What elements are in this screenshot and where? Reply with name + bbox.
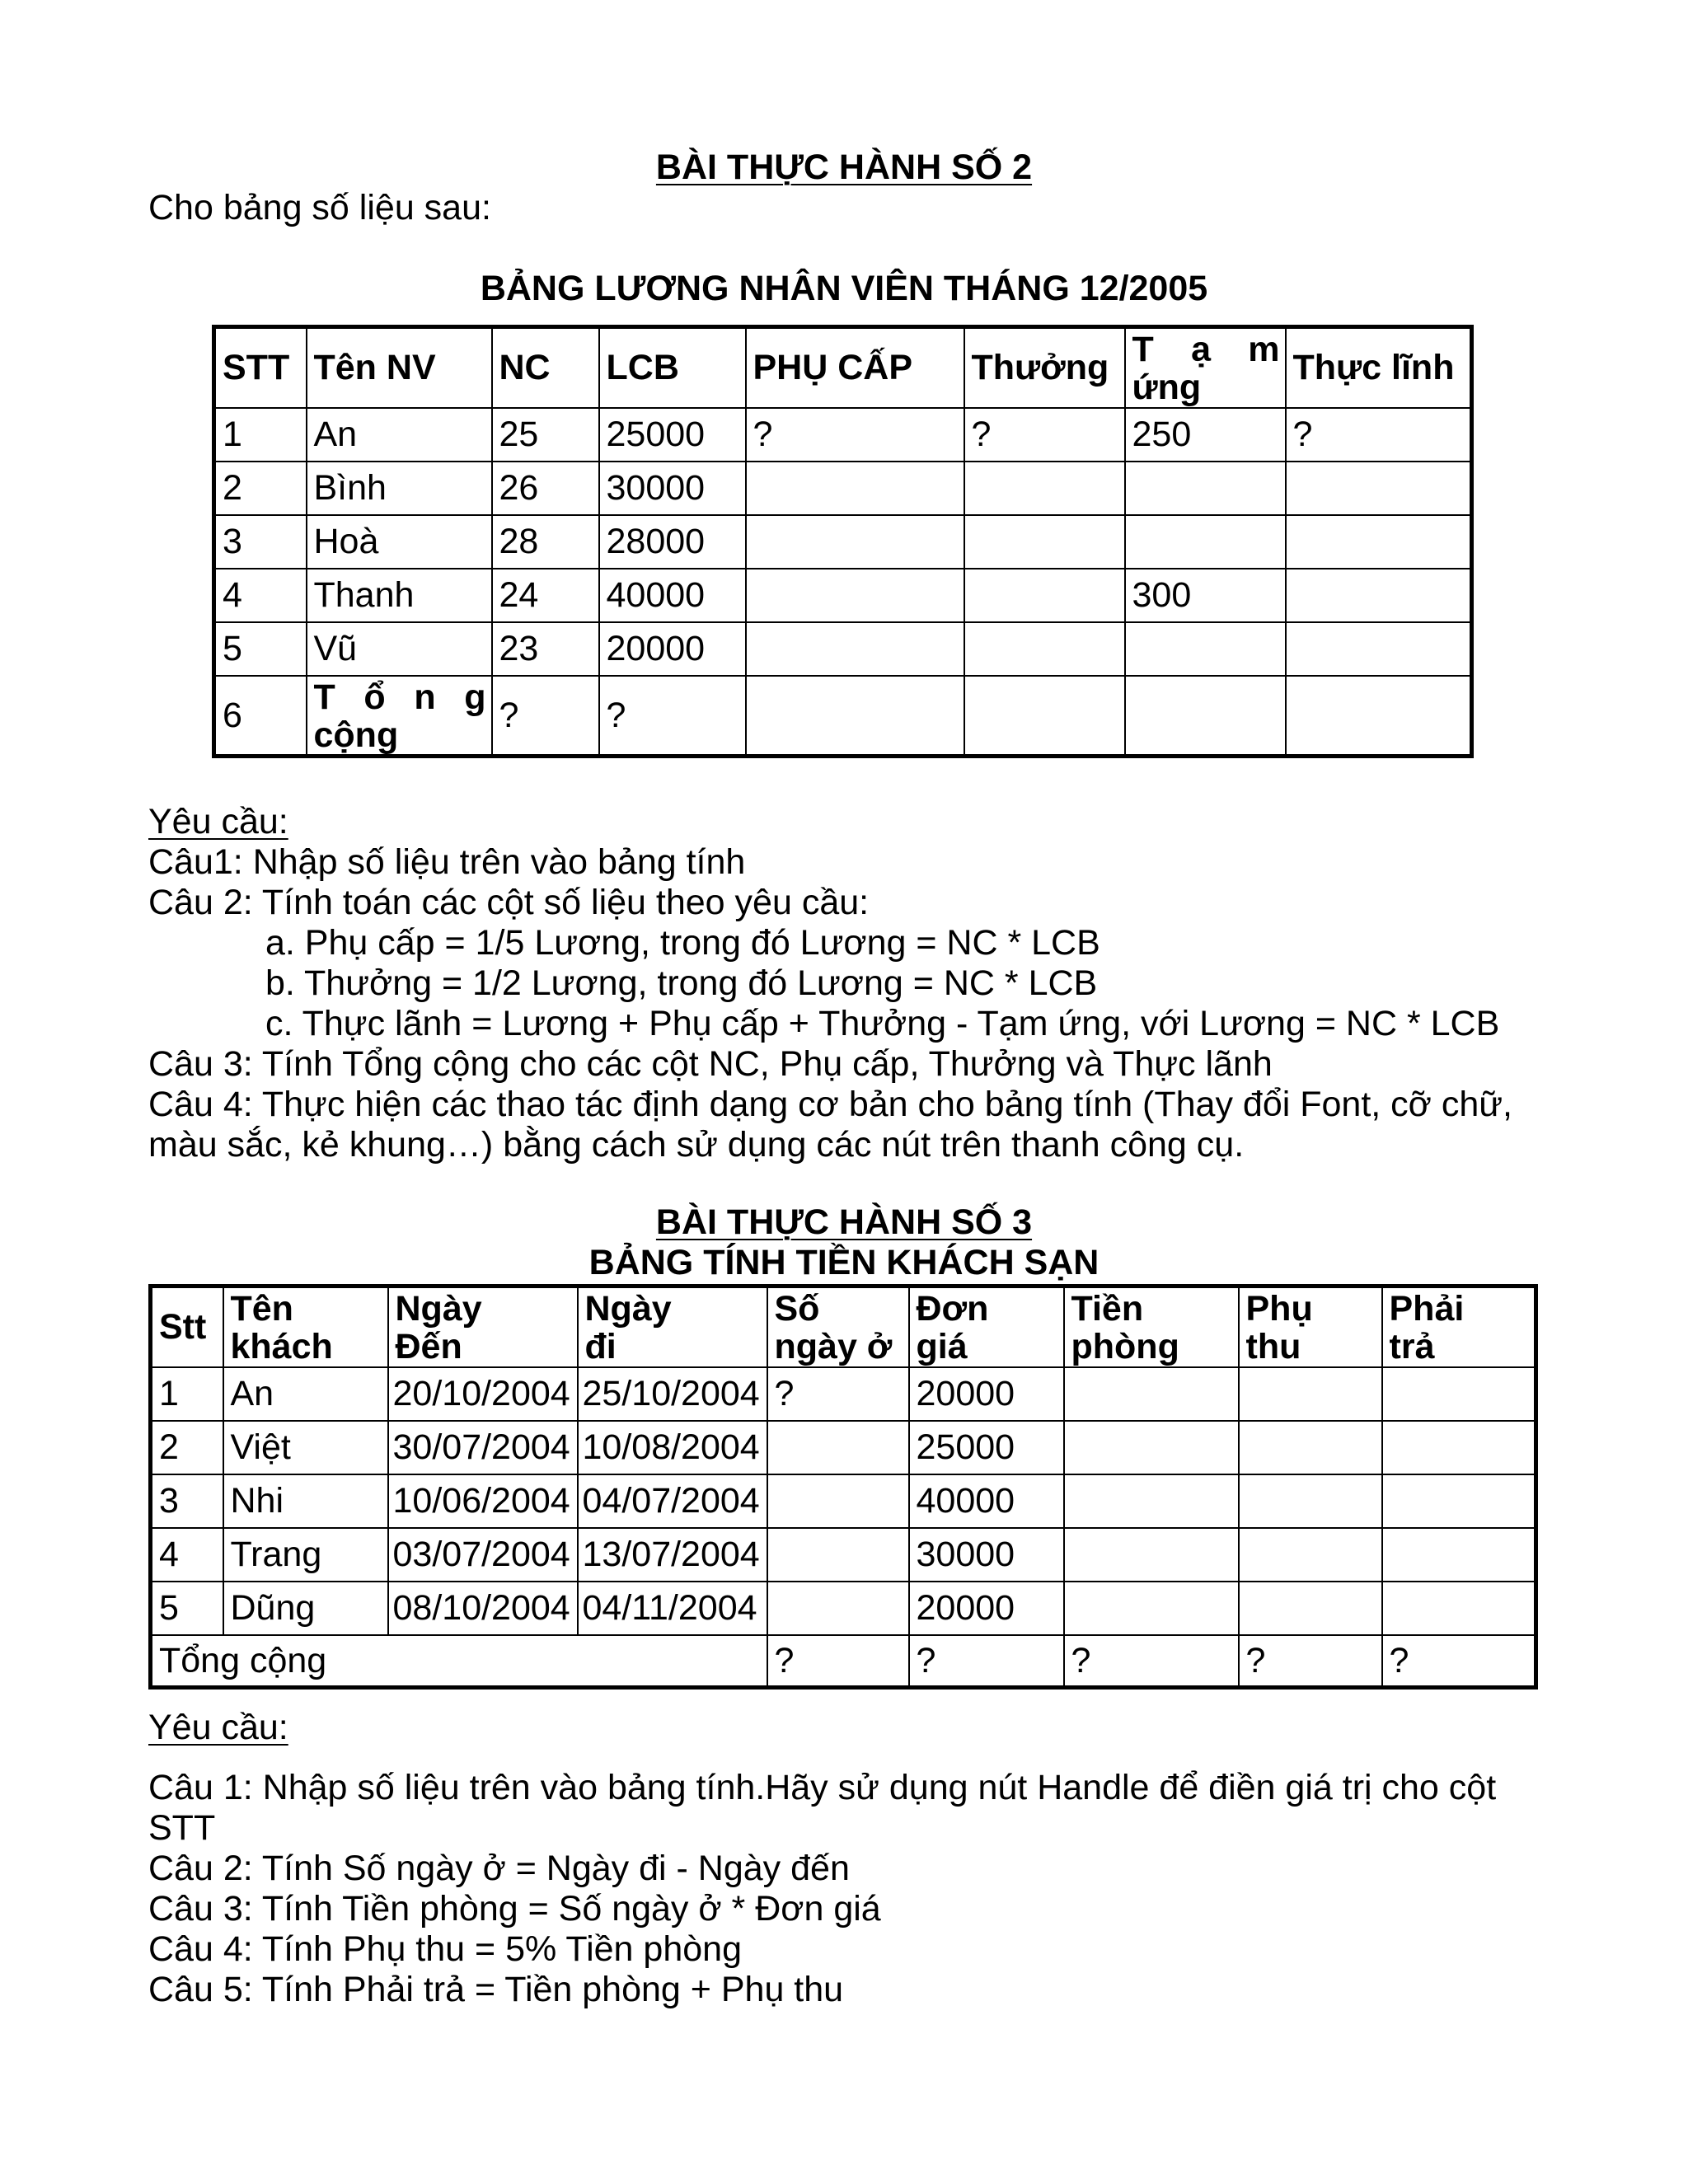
cell-empty bbox=[1064, 1474, 1239, 1528]
requirements-label: Yêu cầu: bbox=[148, 1708, 288, 1747]
cell-phu-cap bbox=[746, 515, 964, 569]
cell-don-gia: 20000 bbox=[909, 1367, 1064, 1421]
requirement-subitem: b. Thưởng = 1/2 Lương, trong đó Lương = NC * LCB bbox=[265, 963, 1098, 1003]
header-stt: STT bbox=[214, 327, 307, 408]
cell-ngay-den: 30/07/2004 bbox=[388, 1421, 578, 1474]
cell-don-gia-total: ? bbox=[909, 1635, 1064, 1688]
total-label: T ổ n g cộng bbox=[307, 676, 492, 757]
cell-empty bbox=[1382, 1421, 1536, 1474]
cell-so-ngay bbox=[767, 1528, 909, 1582]
salary-header-row bbox=[214, 327, 1472, 408]
cell-nc: 28 bbox=[492, 515, 599, 569]
cell-empty bbox=[1382, 1367, 1536, 1421]
cell-stt: 5 bbox=[151, 1582, 223, 1635]
header-phai-tra: Phải trả bbox=[1382, 1286, 1536, 1367]
cell-thuong bbox=[964, 622, 1125, 676]
requirement-item: STT bbox=[148, 1808, 216, 1848]
cell-empty bbox=[1239, 1582, 1382, 1635]
table-row bbox=[214, 569, 1472, 622]
cell-empty bbox=[1382, 1528, 1536, 1582]
cell-ten-khach: An bbox=[223, 1367, 388, 1421]
cell-empty bbox=[964, 676, 1125, 757]
table-row bbox=[151, 1528, 1536, 1582]
cell-empty bbox=[1239, 1474, 1382, 1528]
cell-stt: 2 bbox=[214, 462, 307, 515]
requirement-item: màu sắc, kẻ khung…) bằng cách sử dụng các nút trên thanh công cụ. bbox=[148, 1125, 1245, 1165]
cell-phu-cap bbox=[746, 462, 964, 515]
cell-lcb: 28000 bbox=[599, 515, 746, 569]
cell-stt: 3 bbox=[214, 515, 307, 569]
cell-tam-ung: 300 bbox=[1125, 569, 1286, 622]
cell-ten-khach: Nhi bbox=[223, 1474, 388, 1528]
cell-empty bbox=[1382, 1582, 1536, 1635]
cell-stt: 4 bbox=[151, 1528, 223, 1582]
table-row bbox=[214, 622, 1472, 676]
cell-thuc-linh bbox=[1286, 622, 1472, 676]
header-so-ngay: Số ngày ở bbox=[767, 1286, 909, 1367]
cell-ngay-den: 03/07/2004 bbox=[388, 1528, 578, 1582]
salary-total-row bbox=[214, 676, 1472, 757]
table-row bbox=[151, 1367, 1536, 1421]
requirement-item: Câu 4: Thực hiện các thao tác định dạng cơ bản cho bảng tính (Thay đổi Font, cỡ chữ, bbox=[148, 1085, 1512, 1124]
cell-ngay-di: 25/10/2004 bbox=[578, 1367, 767, 1421]
cell-thuc-linh bbox=[1286, 569, 1472, 622]
header-ten-khach: Tên khách bbox=[223, 1286, 388, 1367]
cell-empty bbox=[1125, 676, 1286, 757]
cell-ten-khach: Trang bbox=[223, 1528, 388, 1582]
cell-nc: 26 bbox=[492, 462, 599, 515]
cell-phu-cap bbox=[746, 622, 964, 676]
cell-tien-phong-total: ? bbox=[1064, 1635, 1239, 1688]
cell-so-ngay-total: ? bbox=[767, 1635, 909, 1688]
header-lcb: LCB bbox=[599, 327, 746, 408]
requirement-item: Câu 2: Tính toán các cột số liệu theo yêu cầu: bbox=[148, 883, 870, 922]
requirement-item: Câu1: Nhập số liệu trên vào bảng tính bbox=[148, 842, 746, 882]
cell-tam-ung bbox=[1125, 462, 1286, 515]
cell-ngay-di: 04/11/2004 bbox=[578, 1582, 767, 1635]
cell-lcb: 40000 bbox=[599, 569, 746, 622]
cell-nc: 24 bbox=[492, 569, 599, 622]
cell-so-ngay bbox=[767, 1421, 909, 1474]
intro-text: Cho bảng số liệu sau: bbox=[148, 188, 491, 227]
cell-nc-total: ? bbox=[492, 676, 599, 757]
cell-ngay-den: 10/06/2004 bbox=[388, 1474, 578, 1528]
salary-table-title: BẢNG LƯƠNG NHÂN VIÊN THÁNG 12/2005 bbox=[480, 269, 1208, 308]
cell-ten: Vũ bbox=[307, 622, 492, 676]
requirement-item: Câu 1: Nhập số liệu trên vào bảng tính.Hãy sử dụng nút Handle để điền giá trị cho cột bbox=[148, 1768, 1497, 1807]
header-ten-nv: Tên NV bbox=[307, 327, 492, 408]
cell-tam-ung bbox=[1125, 515, 1286, 569]
requirement-subitem: a. Phụ cấp = 1/5 Lương, trong đó Lương = NC * LCB bbox=[265, 923, 1100, 963]
cell-stt: 6 bbox=[214, 676, 307, 757]
cell-lcb: 30000 bbox=[599, 462, 746, 515]
cell-ngay-di: 04/07/2004 bbox=[578, 1474, 767, 1528]
cell-ngay-den: 08/10/2004 bbox=[388, 1582, 578, 1635]
table-row bbox=[151, 1582, 1536, 1635]
cell-don-gia: 30000 bbox=[909, 1528, 1064, 1582]
header-tien-phong: Tiền phòng bbox=[1064, 1286, 1239, 1367]
hotel-table bbox=[148, 1284, 1538, 1690]
cell-stt: 1 bbox=[151, 1367, 223, 1421]
requirement-item: Câu 4: Tính Phụ thu = 5% Tiền phòng bbox=[148, 1929, 742, 1969]
cell-empty bbox=[1064, 1421, 1239, 1474]
header-phu-cap: PHỤ CẤP bbox=[746, 327, 964, 408]
table-row bbox=[214, 462, 1472, 515]
cell-thuong: ? bbox=[964, 408, 1125, 462]
hotel-header-row bbox=[151, 1286, 1536, 1367]
cell-empty bbox=[1064, 1367, 1239, 1421]
cell-ten-khach: Dũng bbox=[223, 1582, 388, 1635]
cell-nc: 25 bbox=[492, 408, 599, 462]
cell-don-gia: 40000 bbox=[909, 1474, 1064, 1528]
cell-ten: An bbox=[307, 408, 492, 462]
table-row bbox=[214, 408, 1472, 462]
cell-thuong bbox=[964, 462, 1125, 515]
cell-thuc-linh: ? bbox=[1286, 408, 1472, 462]
header-don-gia: Đơn giá bbox=[909, 1286, 1064, 1367]
cell-empty bbox=[1239, 1421, 1382, 1474]
cell-empty bbox=[1286, 676, 1472, 757]
cell-stt: 2 bbox=[151, 1421, 223, 1474]
cell-empty bbox=[1064, 1528, 1239, 1582]
requirement-item: Câu 3: Tính Tổng cộng cho các cột NC, Phụ cấp, Thưởng và Thực lãnh bbox=[148, 1044, 1273, 1084]
cell-ngay-den: 20/10/2004 bbox=[388, 1367, 578, 1421]
requirement-item: Câu 5: Tính Phải trả = Tiền phòng + Phụ thu bbox=[148, 1970, 844, 2009]
cell-ngay-di: 13/07/2004 bbox=[578, 1528, 767, 1582]
total-label: Tổng cộng bbox=[151, 1635, 767, 1688]
cell-thuong bbox=[964, 569, 1125, 622]
header-phu-thu: Phụ thu bbox=[1239, 1286, 1382, 1367]
cell-nc: 23 bbox=[492, 622, 599, 676]
cell-ten: Thanh bbox=[307, 569, 492, 622]
cell-empty bbox=[1239, 1528, 1382, 1582]
cell-ten-khach: Việt bbox=[223, 1421, 388, 1474]
cell-don-gia: 20000 bbox=[909, 1582, 1064, 1635]
cell-stt: 4 bbox=[214, 569, 307, 622]
cell-so-ngay: ? bbox=[767, 1367, 909, 1421]
cell-empty bbox=[1239, 1367, 1382, 1421]
cell-ngay-di: 10/08/2004 bbox=[578, 1421, 767, 1474]
cell-don-gia: 25000 bbox=[909, 1421, 1064, 1474]
exercise-2-title: BÀI THỰC HÀNH SỐ 2 bbox=[655, 148, 1033, 187]
table-row bbox=[151, 1474, 1536, 1528]
cell-lcb-total: ? bbox=[599, 676, 746, 757]
cell-so-ngay bbox=[767, 1474, 909, 1528]
cell-stt: 3 bbox=[151, 1474, 223, 1528]
requirement-item: Câu 2: Tính Số ngày ở = Ngày đi - Ngày đến bbox=[148, 1849, 850, 1888]
cell-phai-tra-total: ? bbox=[1382, 1635, 1536, 1688]
table-row bbox=[151, 1421, 1536, 1474]
header-ngay-di: Ngày đi bbox=[578, 1286, 767, 1367]
requirements-label: Yêu cầu: bbox=[148, 802, 288, 841]
cell-empty bbox=[746, 676, 964, 757]
cell-stt: 5 bbox=[214, 622, 307, 676]
cell-thuong bbox=[964, 515, 1125, 569]
header-thuc-linh: Thực lĩnh bbox=[1286, 327, 1472, 408]
cell-ten: Bình bbox=[307, 462, 492, 515]
header-ngay-den: Ngày Đến bbox=[388, 1286, 578, 1367]
header-stt: Stt bbox=[151, 1286, 223, 1367]
hotel-total-row bbox=[151, 1635, 1536, 1688]
cell-empty bbox=[1382, 1474, 1536, 1528]
cell-tam-ung bbox=[1125, 622, 1286, 676]
cell-tam-ung: 250 bbox=[1125, 408, 1286, 462]
cell-so-ngay bbox=[767, 1582, 909, 1635]
cell-lcb: 20000 bbox=[599, 622, 746, 676]
requirement-subitem: c. Thực lãnh = Lương + Phụ cấp + Thưởng - Tạm ứng, với Lương = NC * LCB bbox=[265, 1004, 1500, 1043]
cell-phu-cap bbox=[746, 569, 964, 622]
cell-lcb: 25000 bbox=[599, 408, 746, 462]
cell-thuc-linh bbox=[1286, 462, 1472, 515]
cell-phu-cap: ? bbox=[746, 408, 964, 462]
table-row bbox=[214, 515, 1472, 569]
cell-thuc-linh bbox=[1286, 515, 1472, 569]
header-nc: NC bbox=[492, 327, 599, 408]
salary-table bbox=[212, 325, 1474, 758]
cell-ten: Hoà bbox=[307, 515, 492, 569]
header-tam-ung: T ạ m ứng bbox=[1125, 327, 1286, 408]
hotel-table-title: BẢNG TÍNH TIỀN KHÁCH SẠN bbox=[588, 1243, 1100, 1282]
exercise-3-title: BÀI THỰC HÀNH SỐ 3 bbox=[655, 1202, 1033, 1242]
requirement-item: Câu 3: Tính Tiền phòng = Số ngày ở * Đơn giá bbox=[148, 1889, 881, 1929]
cell-phu-thu-total: ? bbox=[1239, 1635, 1382, 1688]
cell-empty bbox=[1064, 1582, 1239, 1635]
header-thuong: Thưởng bbox=[964, 327, 1125, 408]
cell-stt: 1 bbox=[214, 408, 307, 462]
